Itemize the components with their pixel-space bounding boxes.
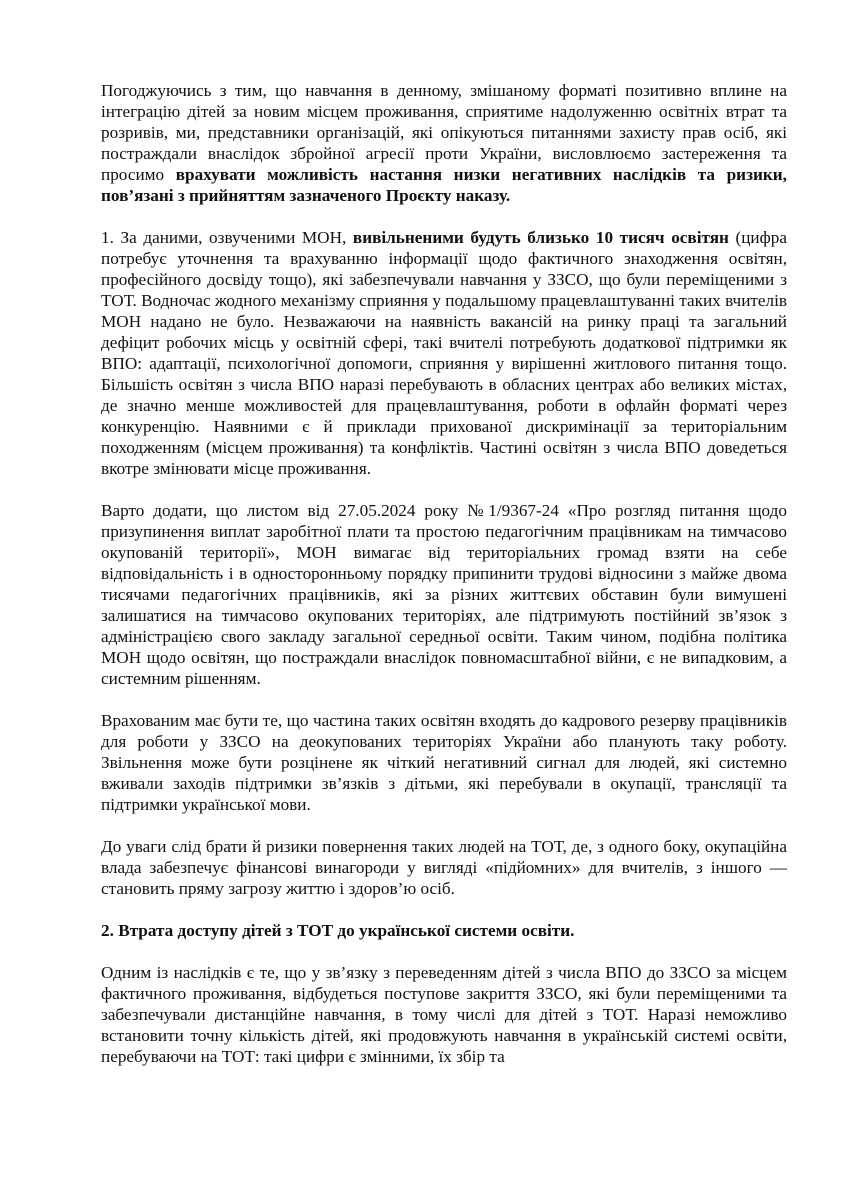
reserve-text: Врахованим має бути те, що частина таких освітян входять до кадрового резерву працівників для роботи у ЗЗСО на деокупованих територіях України або планують таку роботу. Звільнення може бути розцінене як чіткий негативний сигнал для людей, які системно вживали заходів підтримки зв’язків з дітьми, які перебували в окупації, трансляції та підтримки української мови. — [101, 711, 787, 814]
paragraph-letter — [101, 500, 787, 689]
paragraph-return-risks — [101, 836, 787, 899]
intro-text: Погоджуючись з тим, що навчання в денному, змішаному форматі позитивно вплине на інтеграцію дітей за новим місцем проживання, сприятиме надолуженню освітніх втрат та розривів, ми, представники організацій, які опікуються питаннями захисту прав осіб, які постраждали внаслідок збройної агресії проти України, висловлюємо застереження та просимо — [101, 81, 787, 184]
point-1-lead: 1. За даними, озвученими МОН, — [101, 228, 353, 247]
paragraph-closing: Одним із наслідків є те, що у зв’язку з переведенням дітей з числа ВПО до ЗЗСО за місцем фактичного проживання, відбудеться поступове закриття ЗЗСО, які були переміщеними та забезпечували дистанційне навчання, в тому числі для дітей з ТОТ. Наразі неможливо встановити точну кількість дітей, які продовжують навчання в українській системі освіти, перебуваючи на ТОТ: такі цифри є змінними, їх збір та — [101, 963, 787, 1066]
paragraph-reserve — [101, 710, 787, 815]
intro-bold-request: врахувати можливість настання низки негативних наслідків та ризики, пов’язані з прийняттям зазначеного Проєкту наказу. — [101, 165, 787, 205]
point-1-body: (цифра потребує уточнення та врахуванню інформації щодо фактичного знаходження освітян, професійного досвіду тощо), які забезпечували навчання у ЗЗСО, що були переміщеними з ТОТ. Водночас жодного механізму сприяння у подальшому працевлаштуванні таких вчителів МОН надано не було. Незважаючи на наявність вакансій на ринку праці та загальний дефіцит робочих місць у освітній сфері, такі вчителі потребують додаткової підтримки як ВПО: адаптації, психологічної допомоги, сприяння у вирішенні житлового питання тощо. Більшість освітян з числа ВПО наразі перебувають в обласних центрах або великих містах, де значно менше можливостей для працевлаштування, роботи в офлайн форматі через конкуренцію. Наявними є й приклади прихованої дискримінації за територіальним походженням (місцем проживання) та конфліктів. Частині освітян з числа ВПО доведеться вкотре змінювати місце проживання. — [101, 228, 787, 478]
return-risks-text: До уваги слід брати й ризики повернення таких людей на ТОТ, де, з одного боку, окупаційна влада забезпечує фінансові винагороди у вигляді «підйомних» для вчителів, з іншого — становить пряму загрозу життю і здоров’ю осіб. — [101, 837, 787, 898]
paragraph-intro — [101, 80, 787, 206]
paragraph-point-1 — [101, 227, 787, 479]
letter-text: Варто додати, що листом від 27.05.2024 року №1/9367-24 «Про розгляд питання щодо призупинення виплат заробітної плати та простою педагогічним працівникам на тимчасово окупованій території», МОН вимагає від територіальних громад взяти на себе відповідальність і в односторонньому порядку припинити трудові відносини з майже двома тисячами педагогічних працівників, які за різних життєвих обставин були вимушені залишатися на тимчасово окупованих територіях, але підтримують постійний зв’язок з адміністрацією свого закладу загальної середньої освіти. Таким чином, подібна політика МОН щодо освітян, що постраждали внаслідок повномасштабної війни, є не випадковим, а системним рішенням. — [101, 501, 787, 688]
section-heading-2: 2. Втрата доступу дітей з ТОТ до української системи освіти. — [101, 921, 575, 940]
point-1-bold-figure: вивільненими будуть близько 10 тисяч освітян — [352, 228, 729, 247]
